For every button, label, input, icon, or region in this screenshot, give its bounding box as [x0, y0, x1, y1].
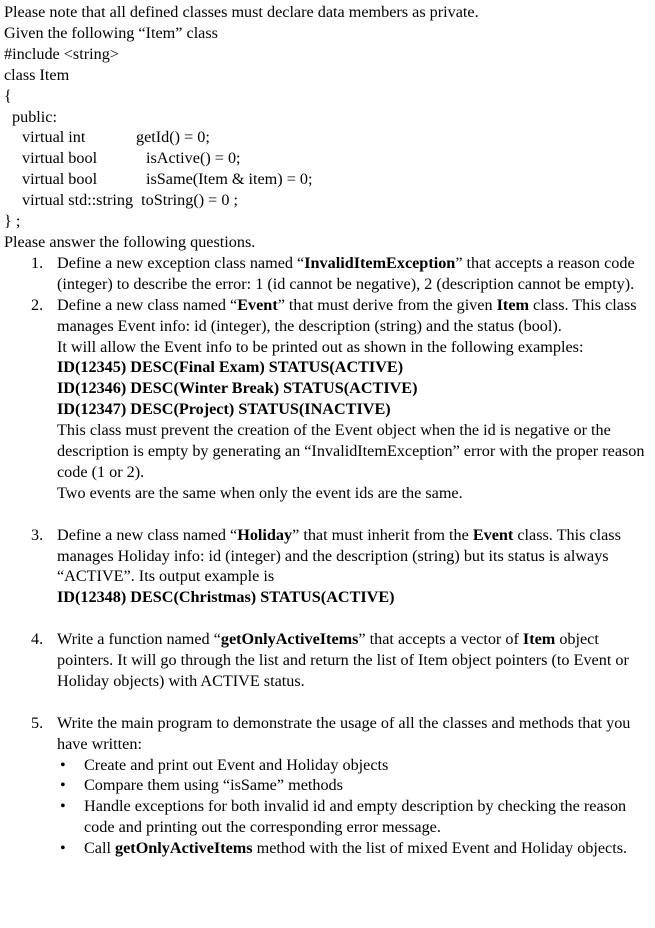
bullet-function-name: getOnlyActiveItems: [115, 839, 253, 858]
q4-function-name: getOnlyActiveItems: [220, 630, 359, 649]
list-item: • Handle exceptions for both invalid id and empty description by checking the reason code and printing out the corresponding error message.: [57, 796, 649, 838]
q3-text-mid: ” that must inherit from the: [292, 525, 473, 544]
code-include: #include <string>: [4, 44, 119, 63]
question-number: 5.: [31, 713, 44, 732]
q4-text: Write a function named “: [57, 630, 221, 649]
question-3: [4, 525, 655, 630]
q2-same: Two events are the same when only the event ids are the same.: [57, 483, 463, 502]
code-member-isactive: [4, 148, 655, 169]
question-2: [4, 295, 655, 525]
bullet-text-rest: method with the list of mixed Event and Holiday objects.: [252, 839, 628, 858]
q2-prevent: This class must prevent the creation of the Event object when the id is negative or the description is empty by generating an “InvalidItemException” error with the proper reason code (1 or 2).: [57, 421, 645, 481]
question-5: [4, 713, 655, 859]
q2-example: ID(12347) DESC(Project) STATUS(INACTIVE): [57, 400, 391, 419]
q1-text: Define a new exception class named “: [57, 253, 305, 272]
q2-example: ID(12345) DESC(Final Exam) STATUS(ACTIVE): [57, 358, 404, 377]
question-1: [4, 253, 655, 295]
code-class-decl: class Item: [4, 65, 70, 84]
code-return-type: virtual int: [22, 128, 86, 147]
list-item: • Compare them using “isSame” methods: [57, 775, 649, 796]
q4-text-mid: ” that accepts a vector of: [358, 630, 523, 649]
code-return-type: virtual bool: [22, 149, 98, 168]
code-member-issame: [4, 169, 655, 190]
q2-text-rest: class. This class manages Event info: id (integer), the description (string) and the status (bool).: [57, 295, 637, 335]
code-member-getid: [4, 127, 655, 148]
q4-base-class: Item: [522, 630, 556, 649]
code-close-brace: } ;: [4, 212, 21, 231]
q2-print-intro: It will allow the Event info to be printed out as shown in the following examples:: [57, 337, 584, 356]
code-open-brace: {: [4, 86, 12, 105]
prompt-line: Please answer the following questions.: [4, 232, 256, 251]
q2-example: ID(12346) DESC(Winter Break) STATUS(ACTIVE): [57, 379, 418, 398]
list-item: • Create and print out Event and Holiday objects: [57, 755, 649, 776]
q3-class-name: Holiday: [237, 525, 293, 544]
question-number: 3.: [31, 525, 44, 544]
note-line: Please note that all defined classes must declare data members as private.: [4, 3, 479, 21]
given-text: Given the following “Item” class: [4, 23, 218, 42]
q2-class-name: Event: [237, 295, 278, 314]
q3-text-rest: class. This class manages Holiday info: id (integer) and the description (string) but its status is always “ACTIVE”. Its output example is: [57, 525, 621, 586]
q2-text: Define a new class named “: [57, 295, 238, 314]
q3-text: Define a new class named “: [57, 525, 238, 544]
question-number: 2.: [31, 295, 44, 314]
q3-base-class: Event: [472, 525, 514, 544]
code-signature: isSame(Item & item) = 0;: [146, 170, 313, 189]
q5-bullet-list: [57, 755, 649, 860]
code-access: public:: [12, 107, 57, 126]
question-number: 4.: [31, 630, 44, 649]
q1-text-rest: ” that accepts a reason code (integer) to describe the error: 1 (id cannot be negative), 2 (description cannot be empty).: [57, 253, 635, 293]
q2-base-class: Item: [496, 295, 529, 314]
q5-text: Write the main program to demonstrate the usage of all the classes and methods that you have written:: [57, 713, 631, 753]
code-member-tostring: virtual std::string toString() = 0 ;: [22, 191, 238, 210]
bullet-text: Call: [84, 839, 116, 858]
given-line: [4, 23, 655, 44]
q2-text-mid: ” that must derive from the given: [277, 295, 497, 314]
q1-class-name: InvalidItemException: [304, 253, 456, 272]
question-list: [4, 253, 655, 859]
list-item: [57, 838, 649, 859]
code-return-type: virtual bool: [22, 170, 98, 189]
code-signature: isActive() = 0;: [146, 149, 241, 168]
q3-example: ID(12348) DESC(Christmas) STATUS(ACTIVE): [57, 588, 395, 607]
item-class-code: [4, 44, 655, 232]
code-signature: getId() = 0;: [136, 128, 210, 147]
question-number: 1.: [31, 253, 44, 272]
q4-text-rest: object pointers. It will go through the list and return the list of Item object pointers (to Event or Holiday objects) with ACTIVE status.: [57, 630, 629, 690]
question-4: [4, 629, 655, 713]
